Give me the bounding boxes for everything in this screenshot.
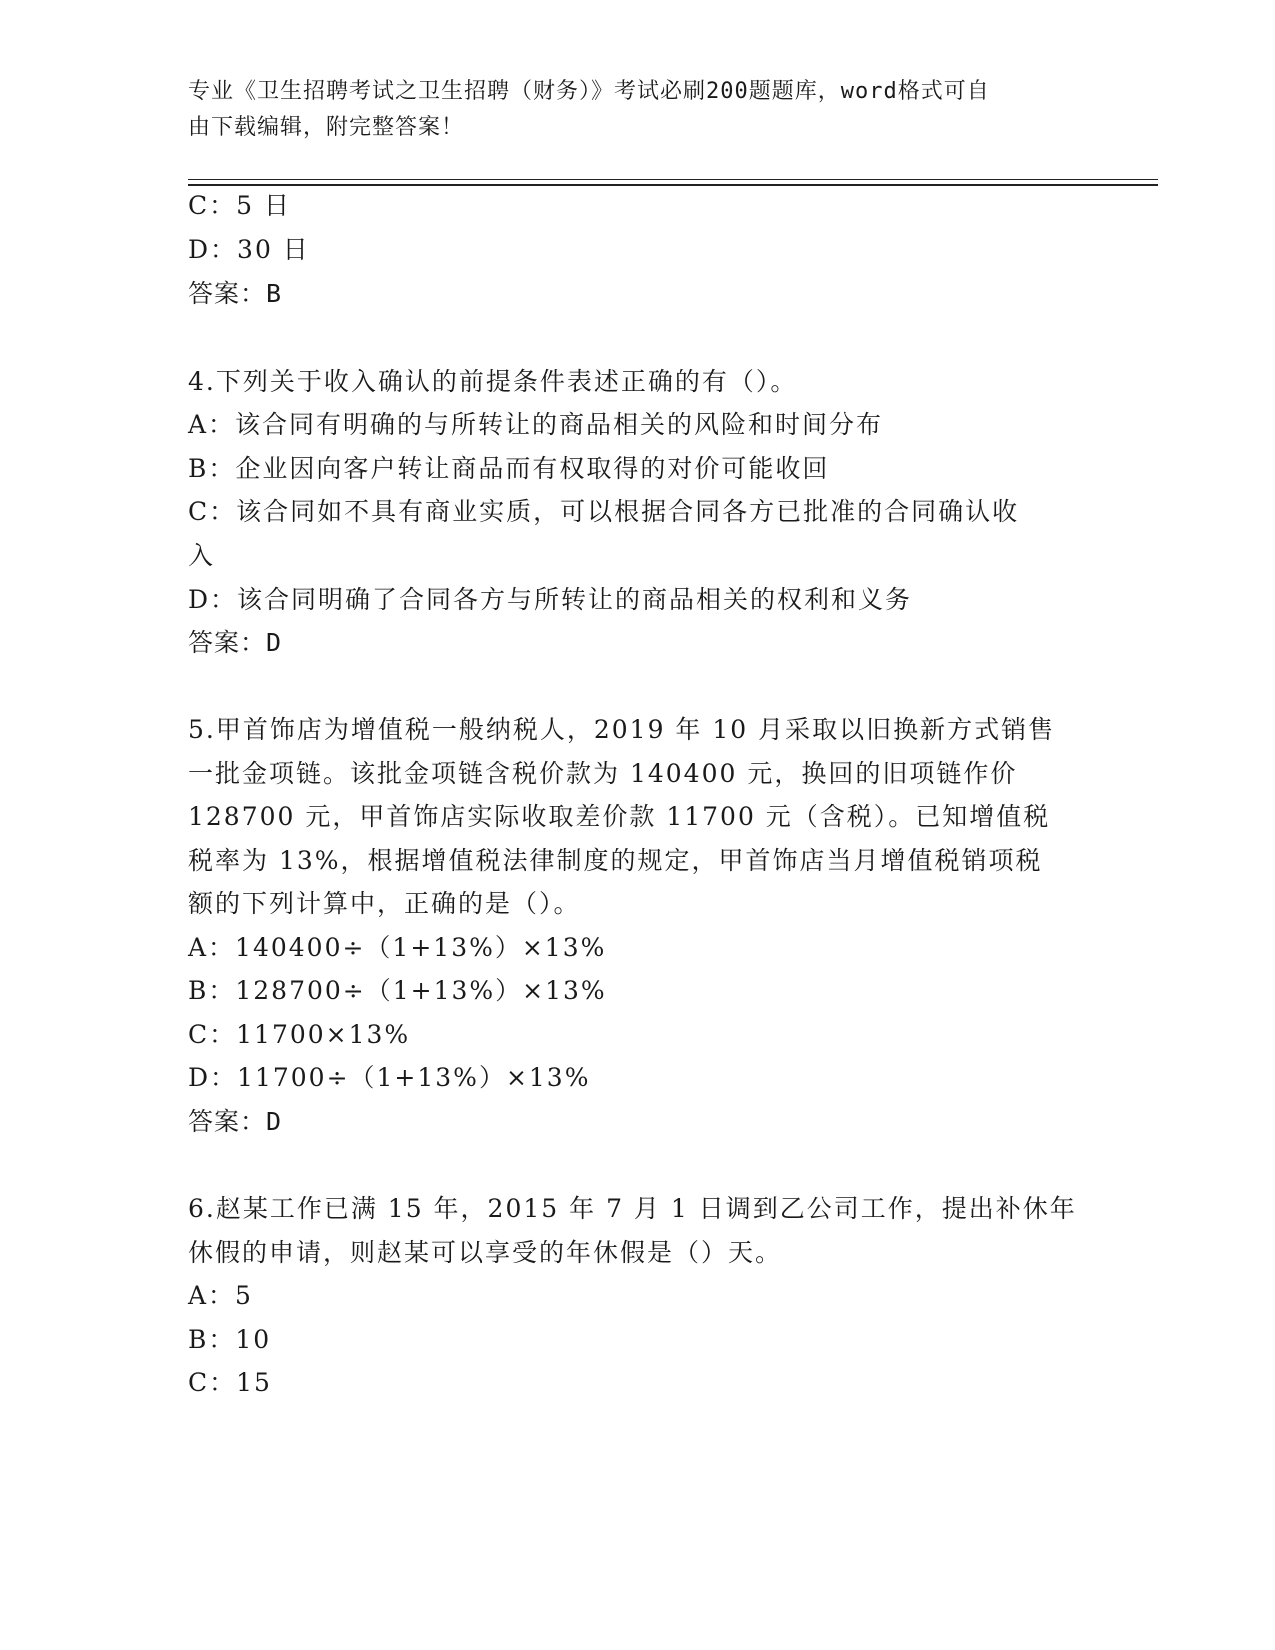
q6-stem-line-2: 休假的申请，则赵某可以享受的年休假是（）天。 <box>188 1238 783 1267</box>
q5-stem-line-4: 税率为 13%，根据增值税法律制度的规定，甲首饰店当月增值税销项税 <box>188 846 1043 875</box>
q5-option-b: B：128700÷（1+13%）×13% <box>188 976 607 1005</box>
q5-option-c: C：11700×13% <box>188 1020 411 1049</box>
header-line-1: 专业《卫生招聘考试之卫生招聘（财务）》考试必刷200题题库，word格式可自 <box>188 79 990 104</box>
q6-option-c: C：15 <box>188 1368 272 1397</box>
q4-option-c-line-2: 入 <box>188 541 216 570</box>
q6-option-a: A：5 <box>188 1281 253 1310</box>
q5-stem-line-3: 128700 元，甲首饰店实际收取差价款 11700 元（含税）。已知增值税 <box>188 802 1051 831</box>
q5-stem-line-5: 额的下列计算中，正确的是（）。 <box>188 889 581 918</box>
q4-option-c-line-1: C：该合同如不具有商业实质，可以根据合同各方已批准的合同确认收 <box>188 497 1020 526</box>
header-divider-thin <box>188 179 1158 180</box>
q6-option-b: B：10 <box>188 1325 272 1354</box>
q5-option-a: A：140400÷（1+13%）×13% <box>188 933 607 962</box>
q5-option-d: D：11700÷（1+13%）×13% <box>188 1063 591 1092</box>
header-divider-thick <box>188 184 1158 186</box>
q5-stem-line-1: 5.甲首饰店为增值税一般纳税人，2019 年 10 月采取以旧换新方式销售 <box>188 715 1056 744</box>
q4-stem: 4.下列关于收入确认的前提条件表述正确的有（）。 <box>188 367 798 396</box>
q4-option-b: B：企业因向客户转让商品而有权取得的对价可能收回 <box>188 454 830 483</box>
q4-option-a: A：该合同有明确的与所转让的商品相关的风险和时间分布 <box>188 410 884 439</box>
q3-option-d: D：30 日 <box>188 235 310 264</box>
q4-answer: 答案：D <box>188 628 283 657</box>
q4-option-d: D：该合同明确了合同各方与所转让的商品相关的权利和义务 <box>188 585 913 614</box>
header-line-2: 由下载编辑，附完整答案！ <box>188 115 465 140</box>
q3-answer: 答案：B <box>188 279 283 308</box>
document-header <box>188 74 1068 146</box>
q3-option-c: C：5 日 <box>188 191 291 220</box>
q5-stem-line-2: 一批金项链。该批金项链含税价款为 140400 元，换回的旧项链作价 <box>188 759 1018 788</box>
q5-answer: 答案：D <box>188 1107 283 1136</box>
q6-stem-line-1: 6.赵某工作已满 15 年，2015 年 7 月 1 日调到乙公司工作，提出补休年 <box>188 1194 1077 1223</box>
